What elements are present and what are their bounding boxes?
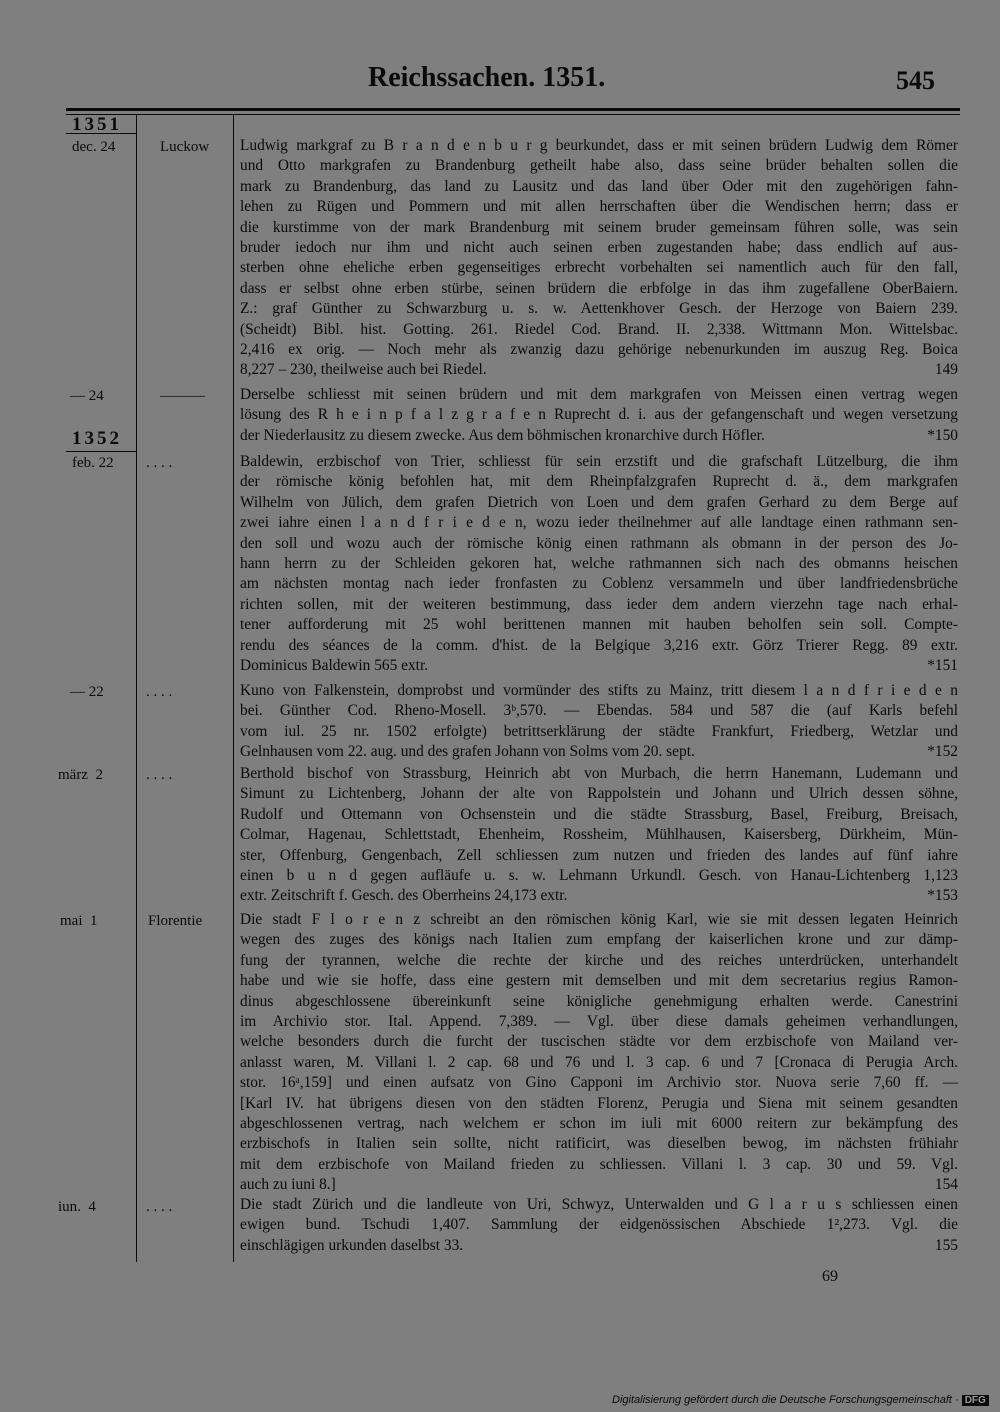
entry-line: rendu des séances de la comm. d'hist. de la Belgique 3,216 extr. Görz Trierer Regg. 89 extr. [240, 636, 958, 654]
entry-line: bruder iedoch nur ihm und nicht auch seinen erben zugestanden habe; dass endlich auf aus- [240, 238, 958, 256]
entry-line: Berthold bischof von Strassburg, Heinrich abt von Murbach, die herrn Hanemann, Ludemann und [240, 765, 958, 782]
entry-line: tener aufforderung mit 25 wohl berittenen mannen mit hauben beholfen sein soll. Compte- [240, 616, 958, 634]
dfg-logo: DFG [962, 1395, 989, 1406]
entry-place: Florentie [148, 913, 203, 929]
entry-line [240, 1236, 958, 1256]
entry-line: welche besonders durch die furcht der tuscischen städte vor dem erzbischofe von Mailand ver- [240, 1033, 958, 1051]
entry-line: ster, Offenburg, Gengenbach, Zell schliessen zum nutzen und frieden des landes auf fünf iahre [240, 846, 958, 864]
entry-line: Die stadt F l o r e n z schreibt an den römischen könig Karl, wie sie mit dessen legaten Heinrich [240, 911, 958, 928]
entry-line: Simunt zu Lichtenberg, Johann der alte von Rappolstein und Johann und Ulrich dessen söhne, [240, 785, 958, 803]
entry-text [240, 385, 958, 446]
footer-credit [612, 1394, 989, 1406]
entry-date: iun. 4 [58, 1199, 96, 1215]
entry-line: Kuno von Falkenstein, domprobst und vormünder des stifts zu Mainz, tritt diesem l a n d f r i e d e n [240, 682, 958, 699]
entry-number: *150 [927, 426, 958, 444]
entry-line: lösung des R h e i n p f a l z g r a f e n Ruprecht d. i. aus der gefangenschaft und wegen versetzung [240, 406, 958, 424]
entry-line: erzbischofs in Italien sein sollte, nicht ratificirt, was dieselben bewog, im nächsten frühiahr [240, 1135, 958, 1153]
entry-line: dass er selbst ohne erben stürbe, seinen brüdern die erbfolge in das ihm zugefallene OberBaiern. [240, 279, 958, 297]
entry-line [240, 360, 958, 380]
entry-line: den soll und wozu auch der römische könig einen rathmann als obmann in der person des Jo- [240, 534, 958, 552]
entry-line: lehen zu Rügen und Pommern und mit allen herrschaften über die Wendischen herrn; dass er [240, 198, 958, 216]
year-label: 1351 [72, 114, 122, 135]
entry-line: wegen des zuges des königs nach Italien zum empfang der kaiserlichen krone und zur dämp- [240, 931, 958, 949]
entry-text [240, 1195, 958, 1256]
entry-line: der römische könig befohlen hat, mit dem Rheinpfalzgrafen Ruprecht d. ä., dem markgrafen [240, 473, 958, 491]
column-divider-date [136, 114, 137, 1262]
footer-text: Digitalisierung gefördert durch die Deutsche Forschungsgemeinschaft · [612, 1394, 959, 1406]
entry-line: fung der tyrannen, welche die rechte der kirche und des reiches unterdrücken, unterhandelt [240, 951, 958, 969]
entry-date: dec. 24 [72, 139, 116, 155]
entry-line: Z.: graf Günther zu Schwarzburg u. s. w. Aettenkhover Gesch. der Herzoge von Baiern 239. [240, 300, 958, 318]
entry-text [240, 681, 958, 763]
entry-place: . . . . [146, 767, 173, 783]
column-divider-place [233, 114, 234, 1262]
entry-line: abgeschlossenen vertrag, nach welchem er schon im iuli mit 6000 reitern zur bekämpfung des [240, 1114, 958, 1132]
entry-number: 149 [934, 361, 958, 379]
entry-number: *151 [927, 656, 958, 674]
entry-line: hann herrn zu der Schleiden gekoren hat, welche rathmannen sich nach des obmanns heischen [240, 554, 958, 572]
entry-line: ewigen bund. Tschudi 1,407. Sammlung der eidgenössischen Abschiede 1²,273. Vgl. die [240, 1216, 958, 1234]
entry-line: mark zu Brandenburg, das land zu Lausitz und das land über Oder mit den zugehörigen fahn- [240, 177, 958, 195]
entry-line: Ludwig markgraf zu B r a n d e n b u r g beurkundet, dass er mit seinen brüdern Ludwig dem Römer [240, 137, 958, 154]
entry-line: [Karl IV. hat übrigens diesen von den städten Florenz, Perugia und Siena mit seinem gesandten [240, 1094, 958, 1112]
entry-line [240, 1175, 958, 1195]
entry-line [240, 742, 958, 762]
entry-line: zwei iahre einen l a n d f r i e d e n, wozu ieder theilnehmer auf alle landtage einen rathmann sen- [240, 514, 958, 532]
entry-line: mit dem erzbischofe von Mailand frieden zu schliessen. Villani l. 3 cap. 30 und 59. Vgl. [240, 1155, 958, 1173]
entry-number: 154 [934, 1176, 958, 1194]
entry-line-text: einschlägigen urkunden daselbst 33. [240, 1236, 464, 1254]
entry-line: vom iul. 25 nr. 1502 erfolgte) betrittserklärung der städte Frankfurt, Friedberg, Wetzlar und [240, 722, 958, 740]
entry-line: dinus abgeschlossene übereinkunft seine königliche genehmigung erhalten werde. Canestrini [240, 992, 958, 1010]
entry-line: Colmar, Hagenau, Schlettstadt, Ehenheim, Rossheim, Mühlhausen, Kaisersberg, Dürkheim, Mün- [240, 826, 958, 844]
entry-text [240, 764, 958, 907]
entry-line-text: Gelnhausen vom 22. aug. und des grafen Johann von Solms vom 20. sept. [240, 743, 695, 761]
entry-line: Rudolf und Ottemann von Ochsenstein und die städte Strassburg, Basel, Freiburg, Breisach, [240, 805, 958, 823]
header-rule-thin [66, 114, 960, 115]
entry-line: Wilhelm von Jülich, dem grafen Dietrich von Loen und dem grafen Gerhard zu dem Berge auf [240, 493, 958, 511]
entry-line: sterben ohne eheliche erben gegenseitiges erbrecht vorbehalten sei namentlich auch für den fall, [240, 259, 958, 277]
entry-number: *152 [927, 743, 958, 761]
entry-line: einen b u n d gegen aufläufe u. s. w. Lehmann Urkundl. Gesch. von Hanau-Lichtenberg 1,123 [240, 866, 958, 884]
entry-line: anlasst waren, M. Villani l. 2 cap. 68 und 76 und l. 3 cap. 6 und 7 [Cronaca di Perugia Arch. [240, 1053, 958, 1071]
entry-number: 155 [934, 1236, 958, 1254]
entry-number: *153 [927, 887, 958, 905]
entry-date: mai 1 [60, 913, 98, 929]
entry-line: die kurstimme von der mark Brandenburg mit seinem bruder gemeinsam führen solle, was sein [240, 218, 958, 236]
header-rule-thick [66, 108, 960, 111]
entry-line: (Scheidt) Bibl. hist. Gotting. 261. Riedel Cod. Brand. II. 2,338. Wittmann Mon. Wittelsbac. [240, 320, 958, 338]
page-number: 545 [896, 66, 935, 95]
entry-text [240, 136, 958, 381]
entry-line: 2,416 ex orig. — Noch mehr als zwanzig dazu gehörige nebenurkunden im auszug Reg. Boica [240, 340, 958, 358]
entry-line-text: extr. Zeitschrift f. Gesch. des Oberrheins 24,173 extr. [240, 887, 568, 905]
entry-line: Die stadt Zürich und die landleute von Uri, Schwyz, Unterwalden und G l a r u s schliessen einen [240, 1196, 958, 1213]
entry-line-text: auch zu iuni 8.] [240, 1176, 336, 1194]
entry-date: märz 2 [58, 767, 103, 783]
page-title: Reichssachen. 1351. [368, 62, 606, 93]
entry-line: bei. Günther Cod. Rheno-Mosell. 3ᵇ,570. — Ebendas. 584 und 587 die (auf Karls befehl [240, 702, 958, 720]
entry-place: . . . . [146, 684, 173, 700]
entry-place: . . . . [146, 1199, 173, 1215]
entry-line [240, 426, 958, 446]
entry-line [240, 886, 958, 906]
entry-line: stor. 16ᵃ,159] und einen aufsatz von Gino Capponi im Archivio stor. Nuova serie 7,60 ff. — [240, 1074, 958, 1092]
entry-line: und Otto markgrafen zu Brandenburg getheilt habe also, dass seine brüder behalten sollen die [240, 157, 958, 175]
entry-line-text: der Niederlausitz zu diesem zwecke. Aus dem böhmischen kronarchive durch Höfler. [240, 426, 765, 444]
entry-place: . . . . [146, 455, 173, 471]
entry-place: ——— [160, 388, 205, 404]
entry-line: Baldewin, erzbischof von Trier, schliesst für sein erzstift und die grafschaft Lützelburg, die ihm [240, 453, 958, 470]
year-underline-1352 [66, 451, 136, 452]
entry-date: feb. 22 [72, 455, 114, 471]
entry-line: richten sollen, mit der weiteren bestimmung, dass ieder dem andern vierzehn tage nach erhal- [240, 595, 958, 613]
year-label: 1352 [72, 428, 122, 449]
entry-date: — 22 [70, 684, 104, 700]
entry-line: im Archivio stor. Ital. Append. 7,389. — Vgl. über diese damals geheimen verhandlungen, [240, 1012, 958, 1030]
entry-line [240, 656, 958, 676]
entry-line: am nächsten montag nach ieder fronfasten zu Coblenz versammeln und über landfriedensbrüche [240, 575, 958, 593]
entry-line: habe und wie sie hoffe, dass eine gestern mit demselben und mit dem secretarius regius Ramon- [240, 972, 958, 990]
entry-text [240, 910, 958, 1195]
signature-mark: 69 [822, 1268, 838, 1285]
entry-line-text: 8,227 – 230, theilweise auch bei Riedel. [240, 361, 487, 379]
entry-text [240, 452, 958, 676]
entry-line-text: Dominicus Baldewin 565 extr. [240, 656, 429, 674]
entry-line: Derselbe schliesst mit seinen brüdern und mit dem markgrafen von Meissen einen vertrag wegen [240, 386, 958, 403]
entry-place: Luckow [160, 139, 210, 155]
entry-date: — 24 [70, 388, 104, 404]
